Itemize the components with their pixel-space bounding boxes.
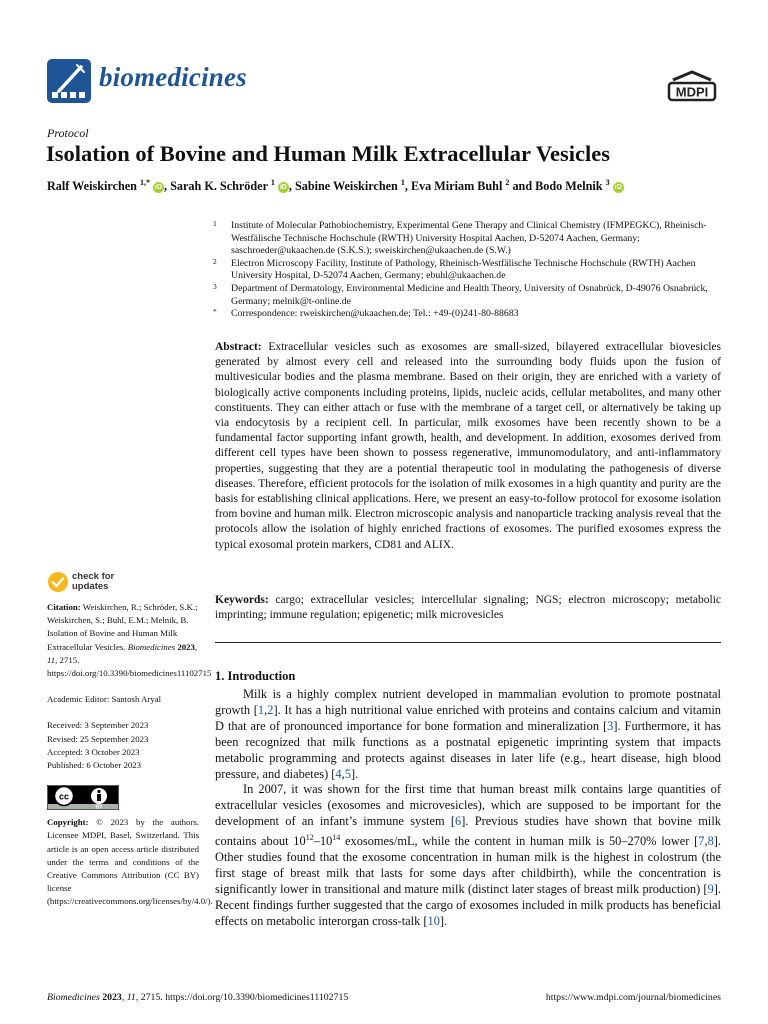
superscript: 12 bbox=[305, 833, 314, 843]
citation-volume: 11 bbox=[47, 654, 56, 665]
section-heading: 1. Introduction bbox=[215, 669, 296, 683]
journal-name[interactable]: biomedicines bbox=[99, 62, 247, 92]
superscript: 14 bbox=[332, 833, 341, 843]
paragraph: Milk is a highly complex nutrient developed in mammalian evolution to promote postnatal growth [1,2]. It has a high nutritional value enriched with proteins and contains calcium and vitamin D that are of pronounced importance for bone formation and mineralization [3]. Furthermore, it has been recognized that milk functions as a postnatal epigenetic imprinting system that impacts metabolic programming and protects against diseases in later life (e.g., heart disease, high blood pressure, and diabetes) [4,5]. bbox=[215, 687, 722, 781]
citation-block: Citation: Weiskirchen, R.; Schröder, S.K.; Weiskirchen, S.; Buhl, E.M.; Melnik, B. Isolation of Bovine and Human Milk Extracellular Vesicles. Biomedicines 2023, 11, 2715. https://doi.org/10.3390/biomedicines11102715 bbox=[47, 602, 212, 679]
footer-volume: 11 bbox=[126, 992, 136, 1003]
footer-year: 2023 bbox=[102, 992, 122, 1003]
received-date: Received: 3 September 2023 bbox=[47, 720, 149, 731]
accepted-date: Accepted: 3 October 2023 bbox=[47, 746, 140, 757]
affiliation-item bbox=[213, 283, 733, 308]
affiliation-number: 1 bbox=[213, 219, 217, 228]
footer-journal-url[interactable]: https://www.mdpi.com/journal/biomedicines bbox=[545, 992, 721, 1003]
check-updates-line2: updates bbox=[72, 581, 109, 592]
cc-by-license-badge[interactable] bbox=[47, 785, 119, 810]
author-affiliation-marker: 3 bbox=[605, 178, 610, 187]
abstract bbox=[215, 340, 721, 553]
citation-link[interactable]: 1 bbox=[257, 702, 265, 717]
revised-date: Revised: 25 September 2023 bbox=[47, 733, 149, 744]
published-date: Published: 6 October 2023 bbox=[47, 760, 142, 771]
citation-link[interactable]: 9 bbox=[707, 882, 714, 896]
intro-body bbox=[215, 687, 721, 930]
keywords-label: Keywords: bbox=[215, 594, 269, 606]
correspondence-text: Correspondence: rweiskirchen@ukaachen.de; Tel.: +49-(0)241-80-88683 bbox=[231, 308, 519, 320]
check-for-updates-button[interactable] bbox=[47, 571, 127, 597]
author-affiliation-marker: 1 bbox=[400, 178, 405, 187]
section-divider bbox=[215, 642, 721, 643]
citation-link[interactable]: 6 bbox=[455, 814, 462, 829]
author-affiliation-marker: 2 bbox=[505, 178, 510, 187]
affiliations bbox=[213, 220, 733, 321]
citation-link[interactable]: 10 bbox=[427, 913, 440, 928]
academic-editor: Academic Editor: Santosh Aryal bbox=[47, 694, 162, 705]
journal-logo-icon bbox=[47, 59, 91, 103]
affiliation-item bbox=[213, 220, 733, 258]
affiliation-item bbox=[213, 308, 733, 321]
orcid-icon[interactable]: iD bbox=[279, 184, 287, 192]
copyright-block bbox=[47, 816, 213, 908]
author-name[interactable]: Eva Miriam Buhl bbox=[410, 179, 503, 194]
dates-block bbox=[47, 719, 199, 772]
citation-doi[interactable]: , 2715. https://doi.org/10.3390/biomedicines11102715 bbox=[47, 654, 212, 679]
affiliation-text: Department of Dermatology, Environmental Medicine and Health Theory, University of Osnabrück, D-49076 Osnabrück, Germany; melnik@t-online.de bbox=[231, 282, 708, 307]
publisher-name: MDPI bbox=[675, 84, 709, 100]
citation-link[interactable]: 7 bbox=[698, 834, 705, 849]
affiliation-item bbox=[213, 258, 733, 283]
paragraph: In 2007, it was shown for the first time that human breast milk contains large quantities of extracellular vesicles (exosomes and microvesicles), which are supposed to be important for the development of an infant’s immune system [6]. Previous studies have shown that bovine milk contains about $10^{12}-10^{14}$ exosomes/mL, while the content in human milk is 50–270% lower [7,8]. Other studies found that the exosome concentration in human milk is the highest in colostrum (the first stage of breast milk that lasts for some days after childbirth), while the concentration is significantly lower in transitional and mature milk (distinct later stages of breast milk production) [9]. Recent findings further suggested that the cargo of exosomes included in milk products has beneficial effects on metabolic interorgan cross-talk [10]. bbox=[215, 782, 722, 928]
citation-label: Citation: bbox=[47, 602, 81, 612]
orcid-icon[interactable]: iD bbox=[614, 184, 622, 192]
abstract-label: Abstract: bbox=[215, 341, 262, 353]
citation-journal: Biomedicines bbox=[127, 641, 176, 652]
keywords bbox=[215, 593, 721, 623]
author-name[interactable]: Bodo Melnik bbox=[535, 179, 603, 194]
citation-text: Weiskirchen, R.; Schröder, S.K.; Weiskirchen, S.; Buhl, E.M.; Melnik, B. Isolation of Bovine and Human Milk Extracellular Vesicles. bbox=[47, 602, 198, 652]
and-word: and bbox=[512, 179, 533, 194]
cc-label: cc bbox=[58, 791, 70, 802]
by-label: BY bbox=[95, 804, 103, 811]
citation-year: 2023 bbox=[177, 641, 195, 652]
affiliation-text: Institute of Molecular Pathobiochemistry, Experimental Gene Therapy and Clinical Chemistry (IFMPEGKC), Rheinisch-Westfälische Technische Hochschule (RWTH) University Hospital Aachen, D-52074 Aachen, Germany; saschroeder@ukaachen.de (S.K.S.); sweiskirchen@ukaachen.de (S.W.) bbox=[231, 220, 707, 257]
author-name[interactable]: Sarah K. Schröder bbox=[170, 179, 268, 194]
affiliation-text: Electron Microscopy Facility, Institute of Pathology, Rheinisch-Westfälische Technische Hochschule (RWTH) Aachen University Hospital, D-52074 Aachen, Germany; ebuhl@ukaachen.de bbox=[231, 257, 696, 282]
keywords-text: cargo; extracellular vesicles; intercellular signaling; NGS; electron microscopy; metabolic imprinting; immune regulation; epigenetic; milk microvesicles bbox=[215, 594, 722, 622]
author-name[interactable]: Ralf Weiskirchen bbox=[47, 179, 137, 194]
author-list: Ralf Weiskirchen $^{1,*}$ iD , Sarah K. Schröder $^1$ iD , Sabine Weiskirchen $^1$, Eva Miriam Buhl $^2$ and Bodo Melnik $^3$ iD bbox=[47, 178, 622, 194]
article-info-sidebar bbox=[47, 601, 213, 922]
mdpi-logo[interactable] bbox=[665, 70, 719, 104]
footer-citation: Biomedicines 2023, 11, 2715. https://doi.org/10.3390/biomedicines11102715 bbox=[47, 992, 349, 1003]
affiliation-number: 3 bbox=[213, 281, 217, 291]
copyright-label: Copyright: bbox=[47, 817, 89, 828]
footer-doi[interactable]: , 2715. https://doi.org/10.3390/biomedicines11102715 bbox=[135, 992, 349, 1003]
abstract-text: Extracellular vesicles such as exosomes are small-sized, bilayered extracellular biovesicles generated by almost every cell and released into the surrounding body fluids upon the fusion of multivesicular bodies and the plasma membrane. Based on their origin, they are enriched with a variety of biologically active components including proteins, lipids, nucleic acids, cellular metabolites, and many other constituents. They can either attach or fuse with the membrane of a target cell, or alternatively be taking up via endocytosis by a recipient cell. In particular, milk exosomes have been recently shown to be a fundamental factor supporting infant growth, health, and development. In addition, exosomes derived from different cell types have been shown to possess regenerative, immunomodulatory, and anti-inflammatory properties, suggesting that they are a potential therapeutic tool in modulating the pathogenesis of diverse diseases. Therefore, efficient protocols for the isolation of milk exosomes in a high quantity and purity are the basis for establishing clinical applications. Here, we present an easy-to-follow protocol for exosome isolation from bovine and human milk. Electron microscopic analysis and nanoparticle tracking analysis reveal that the protocols allow the isolation of highly enriched fractions of exosomes. The purified exosomes express the typical exosomal protein markers, CD81 and ALIX. bbox=[215, 341, 721, 551]
citation-link[interactable]: 2 bbox=[267, 702, 274, 717]
author-name[interactable]: Sabine Weiskirchen bbox=[294, 179, 398, 194]
citation-link[interactable]: 5 bbox=[344, 766, 351, 781]
author-affiliation-marker: 1,* bbox=[140, 178, 150, 187]
orcid-icon[interactable]: iD bbox=[155, 184, 163, 192]
article-title: Isolation of Bovine and Human Milk Extracellular Vesicles bbox=[46, 141, 611, 166]
citation-link[interactable]: 3 bbox=[607, 718, 614, 733]
citation-link[interactable]: 4 bbox=[335, 766, 342, 781]
copyright-text: © 2023 by the authors. Licensee MDPI, Basel, Switzerland. This article is an open access article distributed under the terms and conditions of the Creative Commons Attribution (CC BY) license (https://creativecommons.org/licenses/by/4.0/). bbox=[47, 817, 213, 907]
affiliation-number: 2 bbox=[213, 256, 217, 266]
author-affiliation-marker: 1 bbox=[270, 178, 275, 187]
article-type: Protocol bbox=[47, 126, 89, 140]
affiliation-number: * bbox=[213, 307, 217, 317]
check-updates-icon bbox=[47, 571, 69, 593]
citation-link[interactable]: 8 bbox=[707, 834, 714, 849]
footer-journal: Biomedicines bbox=[47, 992, 100, 1003]
check-updates-line1: check for bbox=[72, 571, 115, 582]
